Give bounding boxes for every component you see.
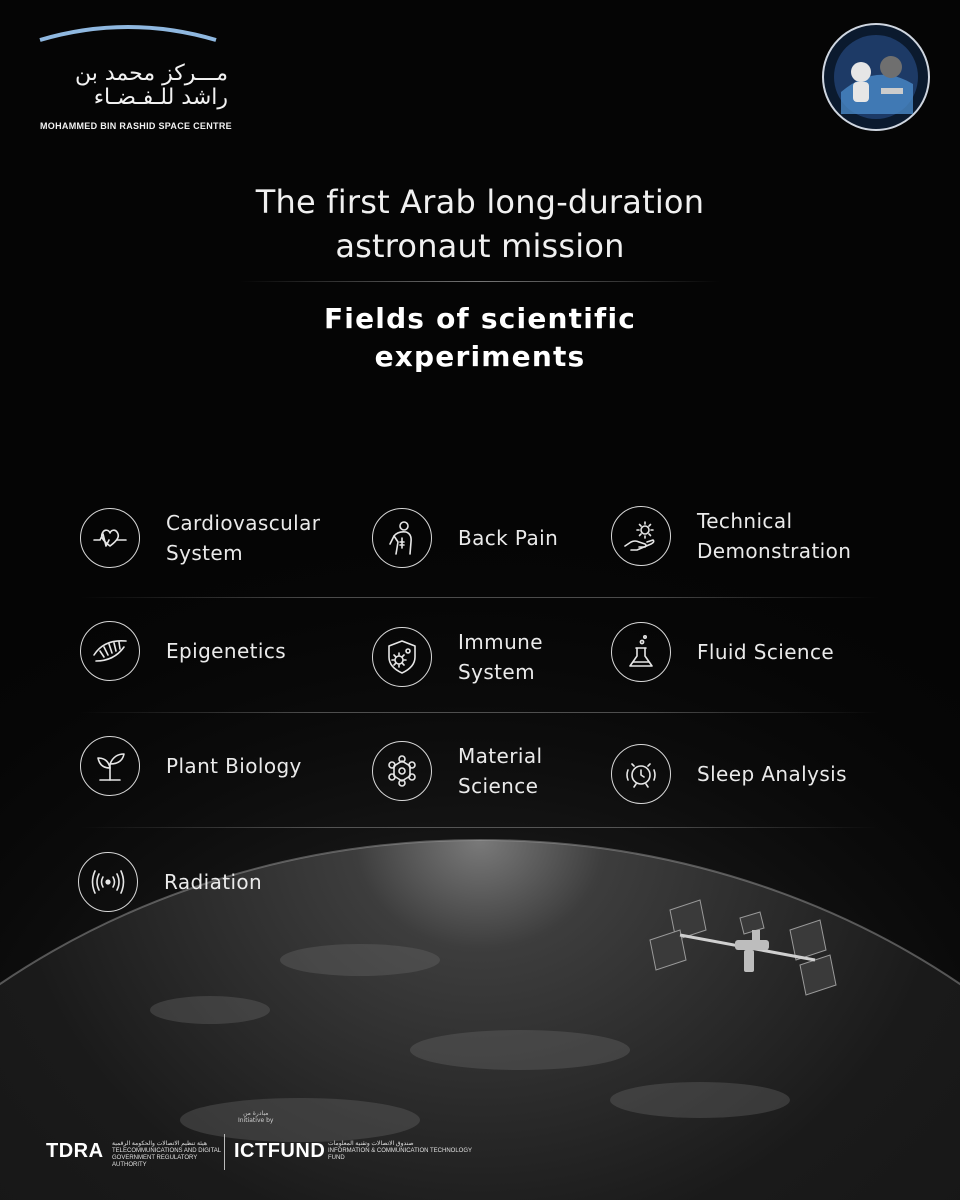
footer-divider — [224, 1134, 225, 1170]
field-radiation — [78, 852, 262, 912]
tdra-text: هيئة تنظيم الاتصالات والحكومة الرقمية TELECOMMUNICATIONS AND DIGITAL GOVERNMENT REGULATORY AUTHORITY — [112, 1141, 222, 1168]
subheadline-line-1: Fields of scientific — [323, 302, 637, 335]
field-technical-demonstration — [611, 506, 851, 566]
row-divider — [80, 712, 880, 713]
field-immune-system — [372, 627, 543, 687]
headline-line-1: The first Arab long-duration — [255, 183, 705, 221]
field-label: Fluid Science — [697, 640, 835, 664]
field-label: Plant Biology — [166, 754, 302, 778]
field-material-science — [372, 741, 542, 801]
field-cardiovascular — [80, 508, 320, 568]
field-back-pain — [372, 508, 558, 568]
alarm-clock-icon — [611, 744, 671, 804]
field-label: Material Science — [458, 744, 543, 798]
gear-hand-icon — [611, 506, 671, 566]
dna-icon — [80, 621, 140, 681]
shield-virus-icon — [372, 627, 432, 687]
row-divider — [80, 597, 880, 598]
logo-english-text: MOHAMMED BIN RASHID SPACE CENTRE — [40, 121, 232, 131]
field-label: Sleep Analysis — [697, 762, 847, 786]
molecule-icon — [372, 741, 432, 801]
ictfund-logo: ICTFUND — [234, 1140, 326, 1162]
tdra-logo: TDRA — [46, 1140, 104, 1162]
field-label: Radiation — [164, 870, 263, 894]
field-plant-biology — [80, 736, 302, 796]
flask-icon — [611, 622, 671, 682]
footer — [46, 1110, 546, 1170]
initiative-label: مبادرة من Initiative by — [238, 1110, 274, 1124]
field-label: Cardiovascular System — [166, 511, 321, 565]
field-epigenetics — [80, 621, 286, 681]
headline-line-2: astronaut mission — [335, 227, 625, 265]
logo-arabic-text: مـــركز محمد بن راشد للـفـضـاء — [75, 61, 228, 110]
ictfund-text: صندوق الاتصالات وتقنية المعلومات INFORMATION & COMMUNICATION TECHNOLOGY FUND — [328, 1141, 472, 1161]
field-label: Technical Demonstration — [697, 509, 852, 563]
field-label: Immune System — [458, 630, 543, 684]
field-sleep-analysis — [611, 744, 847, 804]
field-fluid-science — [611, 622, 834, 682]
subheadline-line-2: experiments — [374, 340, 586, 373]
back-pain-icon — [372, 508, 432, 568]
radiation-waves-icon — [78, 852, 138, 912]
row-divider — [80, 827, 880, 828]
heart-pulse-icon — [80, 508, 140, 568]
field-label: Epigenetics — [166, 639, 287, 663]
sprout-icon — [80, 736, 140, 796]
field-label: Back Pain — [458, 526, 559, 550]
